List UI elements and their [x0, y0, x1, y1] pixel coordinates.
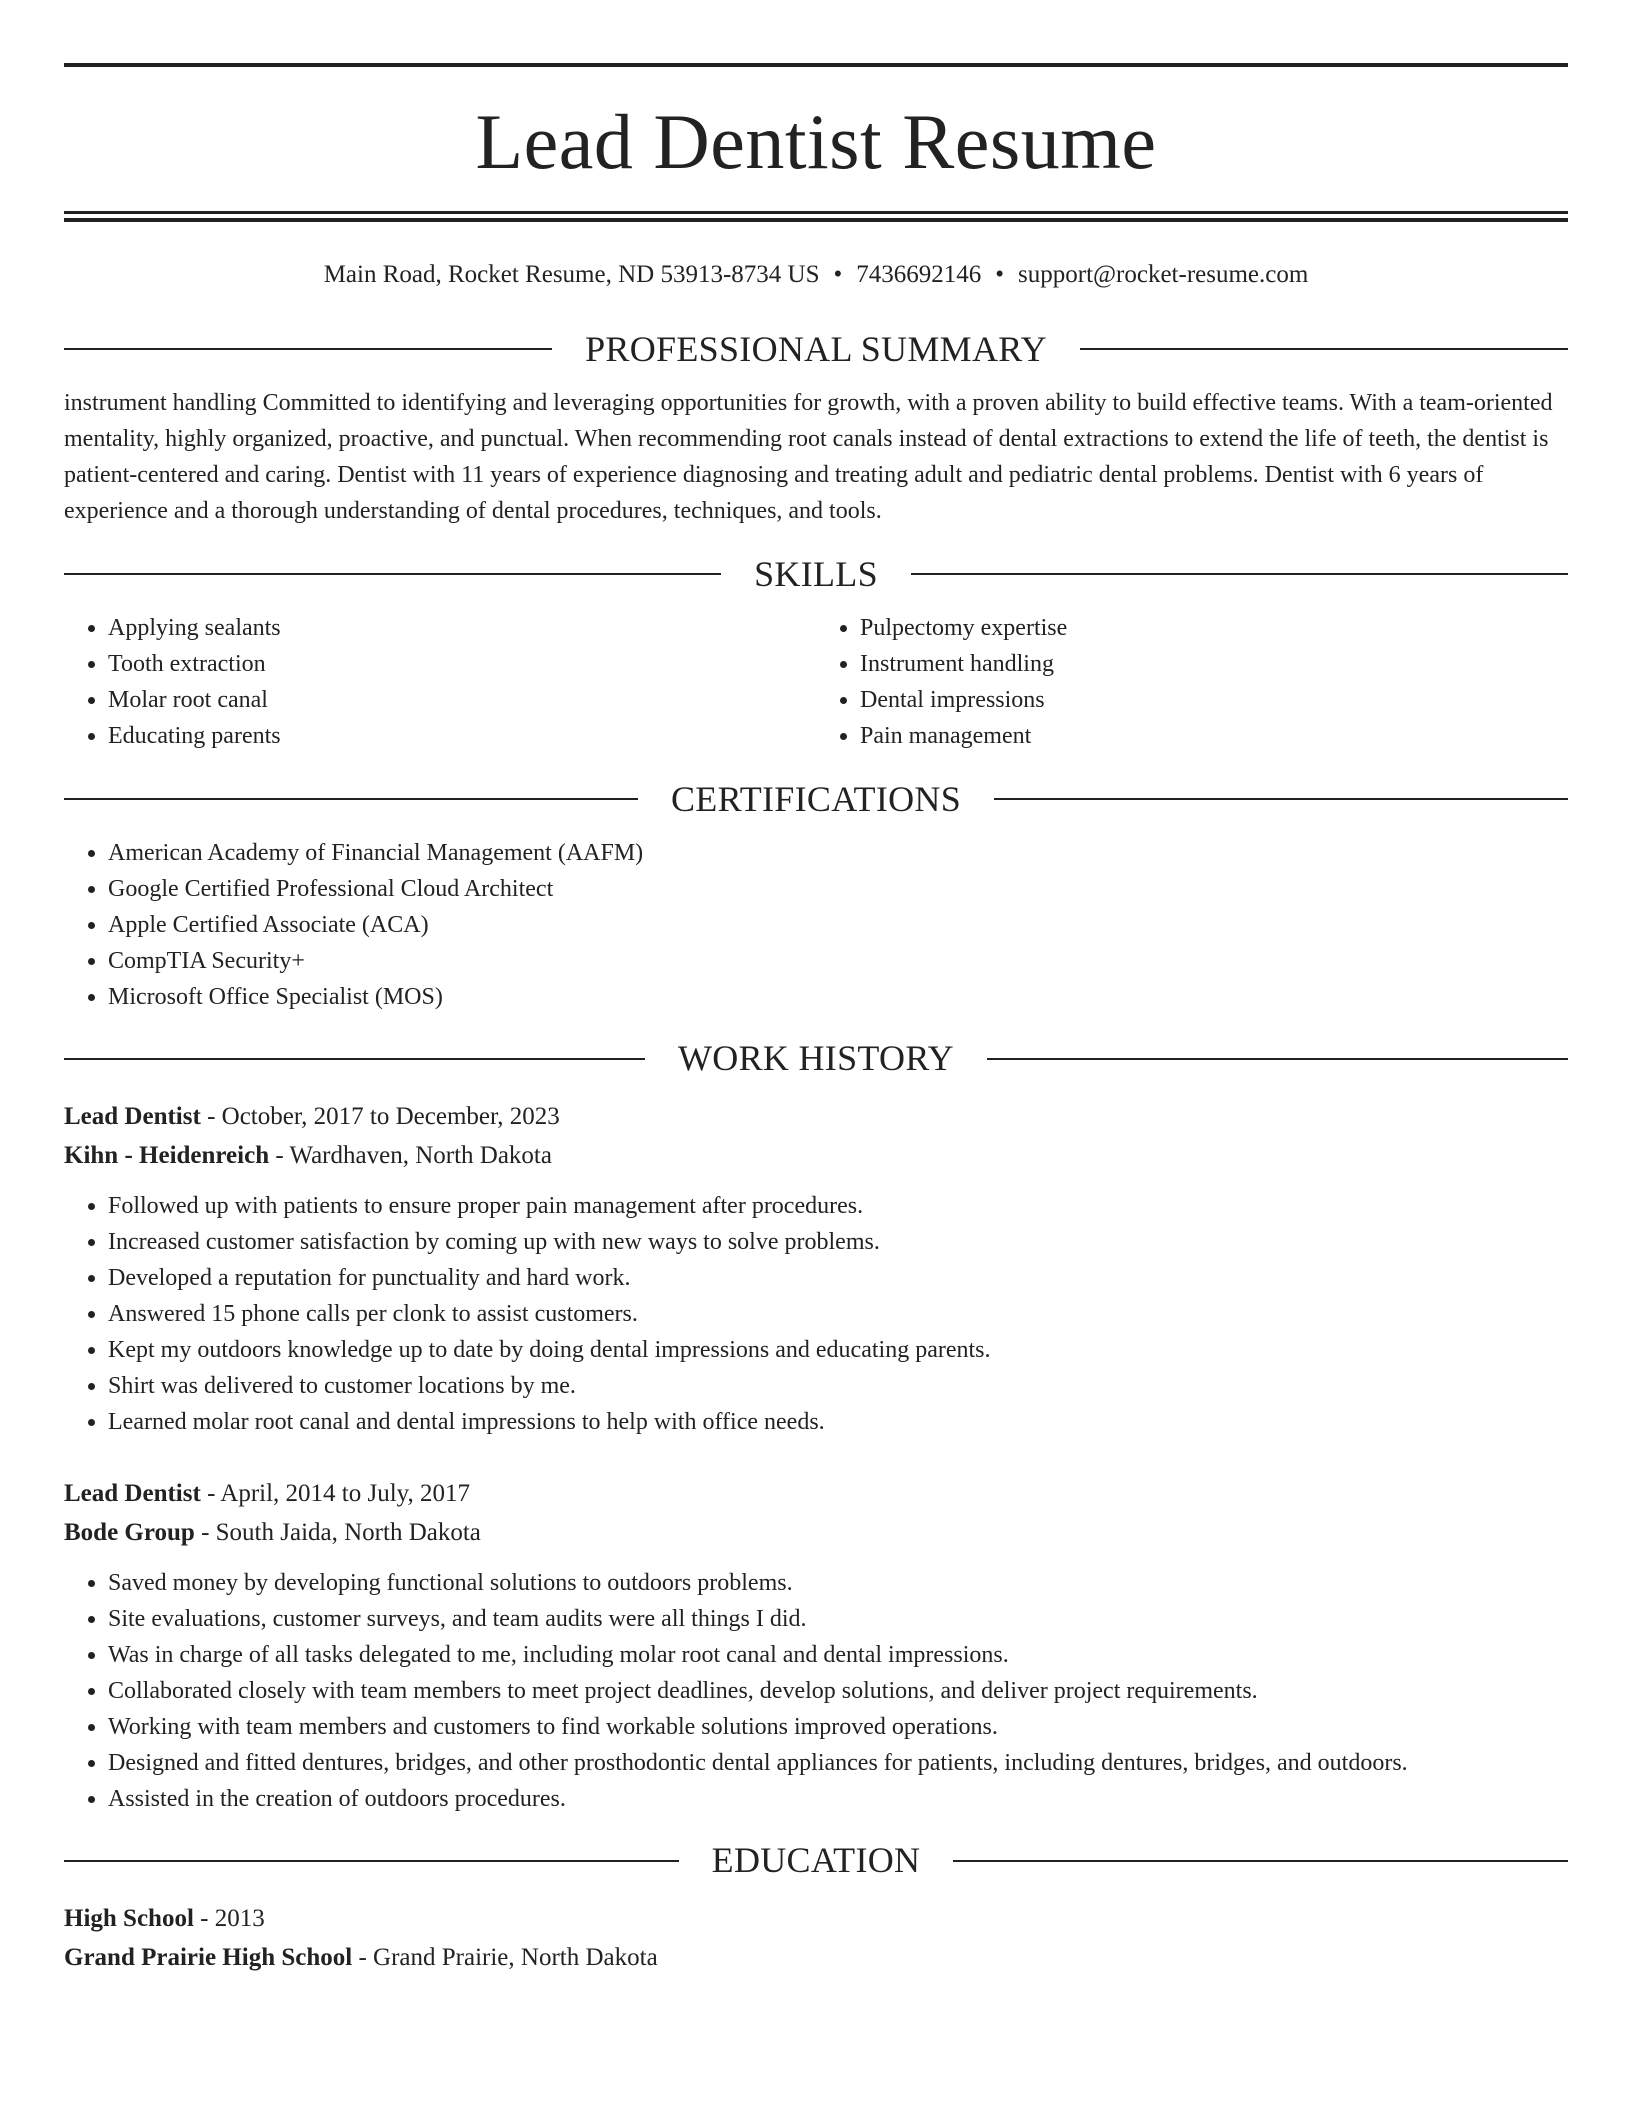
skills-columns — [64, 596, 1568, 754]
skill-item: • Instrument handling — [860, 646, 1568, 682]
skill-item: • Pain management — [860, 718, 1568, 754]
job-bullet: • Increased customer satisfaction by coming up with new ways to solve problems. — [108, 1224, 1568, 1260]
job-company: Bode Group — [64, 1519, 195, 1547]
heading-label: WORK HISTORY — [678, 1038, 954, 1079]
job-company: Kihn - Heidenreich — [64, 1142, 270, 1170]
job-bullets — [64, 1188, 1568, 1440]
job-bullet: • Designed and fitted dentures, bridges, and other prosthodontic dental appliances for patients, including dentures, bridges, and outdoors. — [108, 1745, 1568, 1781]
job-bullet: • Followed up with patients to ensure proper pain management after procedures. — [108, 1188, 1568, 1224]
education-location: - Grand Prairie, North Dakota — [352, 1944, 658, 1972]
certification-item: • Microsoft Office Specialist (MOS) — [108, 979, 1568, 1015]
job-role: Lead Dentist — [64, 1103, 201, 1131]
contact-separator: • — [995, 261, 1005, 288]
job-bullet: • Collaborated closely with team members to meet project deadlines, develop solutions, and deliver project requirements. — [108, 1673, 1568, 1709]
certification-item: • Google Certified Professional Cloud Architect — [108, 871, 1568, 907]
resume-title: Lead Dentist Resume — [475, 98, 1157, 185]
skills-list-right — [816, 610, 1568, 754]
education-school-line — [64, 1938, 1568, 1977]
education-degree-line — [64, 1899, 1568, 1938]
education-entry — [64, 1899, 1568, 1977]
contact-address: Main Road, Rocket Resume, ND 53913-8734 US — [323, 261, 820, 288]
job-bullet: • Site evaluations, customer surveys, and team audits were all things I did. — [108, 1601, 1568, 1637]
job-company-line — [64, 1136, 1568, 1175]
skill-item: • Dental impressions — [860, 682, 1568, 718]
job-location: - South Jaida, North Dakota — [194, 1519, 481, 1547]
top-rule — [64, 63, 1568, 67]
heading-rule-right — [994, 798, 1568, 800]
job-bullet: • Learned molar root canal and dental impressions to help with office needs. — [108, 1404, 1568, 1440]
skills-list-left — [64, 610, 816, 754]
contact-email: support@rocket-resume.com — [1018, 261, 1309, 288]
job-bullet: • Working with team members and customers to find workable solutions improved operations. — [108, 1709, 1568, 1745]
education-degree: High School — [64, 1905, 194, 1933]
certification-item: • Apple Certified Associate (ACA) — [108, 907, 1568, 943]
job-role: Lead Dentist — [64, 1480, 201, 1508]
job-bullets — [64, 1565, 1568, 1817]
contact-separator: • — [833, 261, 843, 288]
job-bullet: • Developed a reputation for punctuality and hard work. — [108, 1260, 1568, 1296]
section-heading-education — [64, 1839, 1568, 1882]
job-entry — [64, 1474, 1568, 1817]
heading-label: SKILLS — [754, 553, 878, 594]
skill-item: • Applying sealants — [108, 610, 816, 646]
job-bullet: • Answered 15 phone calls per clonk to assist customers. — [108, 1296, 1568, 1332]
job-entry — [64, 1097, 1568, 1440]
job-bullet: • Saved money by developing functional solutions to outdoors problems. — [108, 1565, 1568, 1601]
heading-rule-left — [64, 798, 638, 800]
certification-item: • American Academy of Financial Management (AAFM) — [108, 835, 1568, 871]
job-bullet: • Assisted in the creation of outdoors procedures. — [108, 1781, 1568, 1817]
section-heading-work-history — [64, 1037, 1568, 1080]
education-year: - 2013 — [193, 1905, 265, 1933]
skill-item: • Educating parents — [108, 718, 816, 754]
heading-rule-right — [953, 1860, 1568, 1862]
certifications-list — [64, 835, 1568, 1015]
skill-item: • Pulpectomy expertise — [860, 610, 1568, 646]
heading-rule-left — [64, 348, 552, 350]
job-bullet: • Was in charge of all tasks delegated to me, including molar root canal and dental impressions. — [108, 1637, 1568, 1673]
skill-item: • Tooth extraction — [108, 646, 816, 682]
contact-phone: 7436692146 — [856, 261, 982, 288]
education-school: Grand Prairie High School — [64, 1944, 353, 1972]
heading-rule-right — [911, 573, 1568, 575]
section-heading-certifications — [64, 778, 1568, 821]
contact-line — [64, 259, 1568, 292]
job-bullet: • Kept my outdoors knowledge up to date by doing dental impressions and educating parents. — [108, 1332, 1568, 1368]
heading-rule-left — [64, 1058, 645, 1060]
summary-text: instrument handling Committed to identifying and leveraging opportunities for growth, with a proven ability to build effective teams. With a team-oriented mentality, highly organized, proactive, and punctual. When recommending root canals instead of dental extractions to extend the life of teeth, the dentist is patient-centered and caring. Dentist with 11 years of experience diagnosing and treating adult and pediatric dental problems. Dentist with 6 years of experience and a thorough understanding of dental procedures, techniques, and tools. — [64, 389, 1553, 524]
heading-label: CERTIFICATIONS — [670, 778, 962, 819]
heading-label: EDUCATION — [711, 1840, 921, 1881]
skill-item: • Molar root canal — [108, 682, 816, 718]
title-double-rule — [64, 211, 1568, 222]
heading-label: PROFESSIONAL SUMMARY — [585, 328, 1047, 369]
job-dates: - April, 2014 to July, 2017 — [200, 1480, 471, 1508]
section-heading-skills — [64, 553, 1568, 596]
heading-rule-left — [64, 1860, 679, 1862]
job-dates: - October, 2017 to December, 2023 — [200, 1103, 560, 1131]
job-title-line — [64, 1474, 1568, 1513]
certification-item: • CompTIA Security+ — [108, 943, 1568, 979]
heading-rule-right — [1080, 348, 1568, 350]
job-bullet: • Shirt was delivered to customer locations by me. — [108, 1368, 1568, 1404]
section-heading-summary — [64, 328, 1568, 371]
job-location: - Wardhaven, North Dakota — [269, 1142, 552, 1170]
job-title-line — [64, 1097, 1568, 1136]
heading-rule-right — [987, 1058, 1568, 1060]
heading-rule-left — [64, 573, 721, 575]
job-company-line — [64, 1513, 1568, 1552]
